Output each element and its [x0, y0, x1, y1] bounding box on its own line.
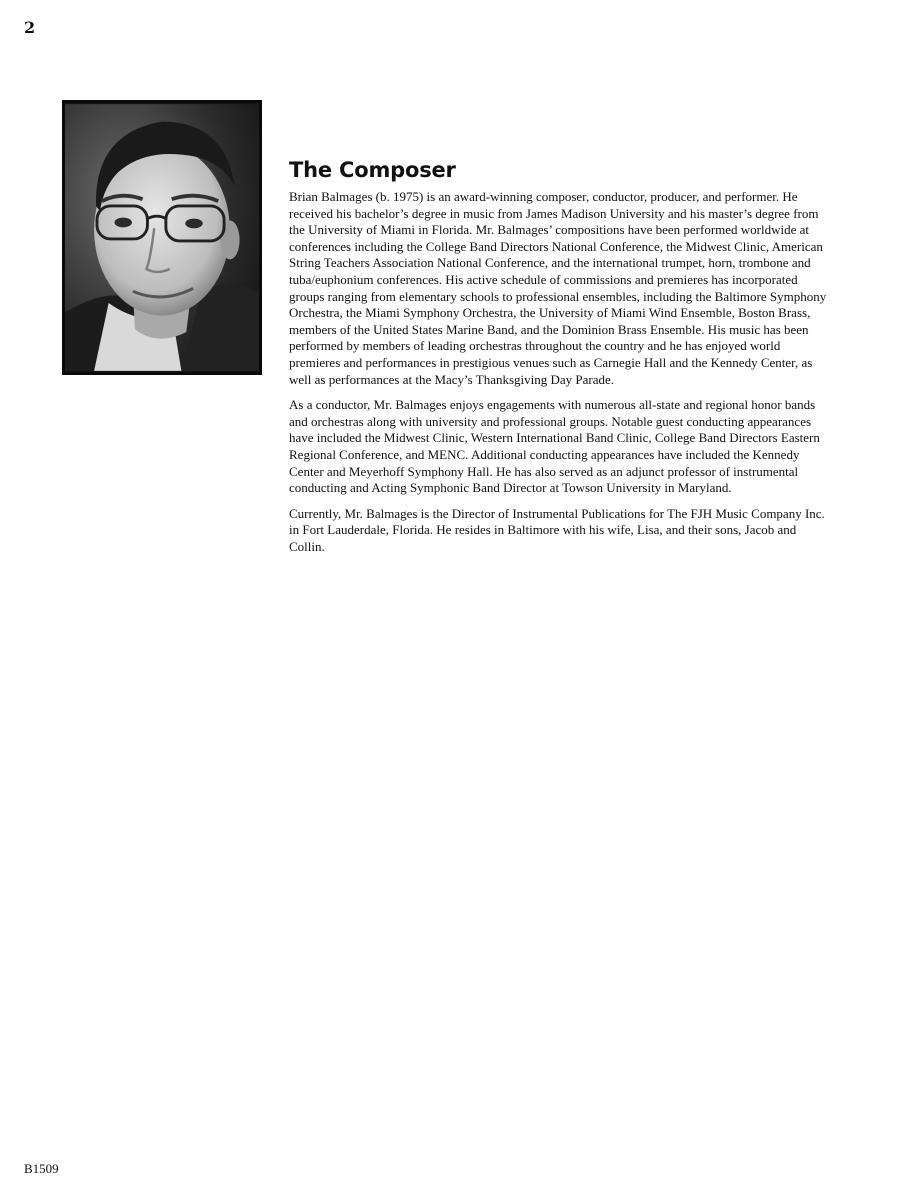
- bio-paragraph-1: Brian Balmages (b. 1975) is an award-winning composer, conductor, producer, and performer. He received his bachelor’s degree in music from James Madison University and his master’s degree from the University of Miami in Florida. Mr. Balmages’ compositions have been performed worldwide at conferences including the College Band Directors National Conference, the Midwest Clinic, American String Teachers Association National Conference, and the international trumpet, horn, trombone and tuba/euphonium conferences. His active schedule of commissions and premieres has incorporated groups ranging from elementary schools to professional ensembles, including the Baltimore Symphony Orchestra, the Miami Symphony Orchestra, the University of Miami Wind Ensemble, Boston Brass, members of the United States Marine Band, and the Dominion Brass Ensemble. His music has been performed by members of leading orchestras throughout the country and he has enjoyed world premieres and performances in prestigious venues such as Carnegie Hall and the Kennedy Center, as well as performances at the Macy’s Thanksgiving Day Parade.: [289, 189, 827, 387]
- bio-paragraph-3: Currently, Mr. Balmages is the Director of Instrumental Publications for The FJH Music Company Inc. in Fort Lauderdale, Florida. He resides in Baltimore with his wife, Lisa, and their sons, Jacob and Collin.: [289, 505, 825, 554]
- portrait-image: [65, 103, 259, 372]
- composer-photo: [62, 100, 262, 375]
- section-title: The Composer: [289, 158, 456, 182]
- bio-paragraph-2: As a conductor, Mr. Balmages enjoys engagements with numerous all-state and regional honor bands and orchestras along with university and professional groups. Notable guest conducting appearances have included the Midwest Clinic, Western International Band Clinic, College Band Directors Eastern Regional Conference, and MENC. Additional conducting appearances have included the Kennedy Center and Meyerhoff Symphony Hall. He has also served as an adjunct professor of instrumental conducting and Acting Symphonic Band Director at Towson University in Maryland.: [289, 397, 820, 496]
- catalog-code: B1509: [24, 1161, 59, 1176]
- page-number: 2: [24, 18, 36, 37]
- composer-bio-section: [289, 158, 829, 564]
